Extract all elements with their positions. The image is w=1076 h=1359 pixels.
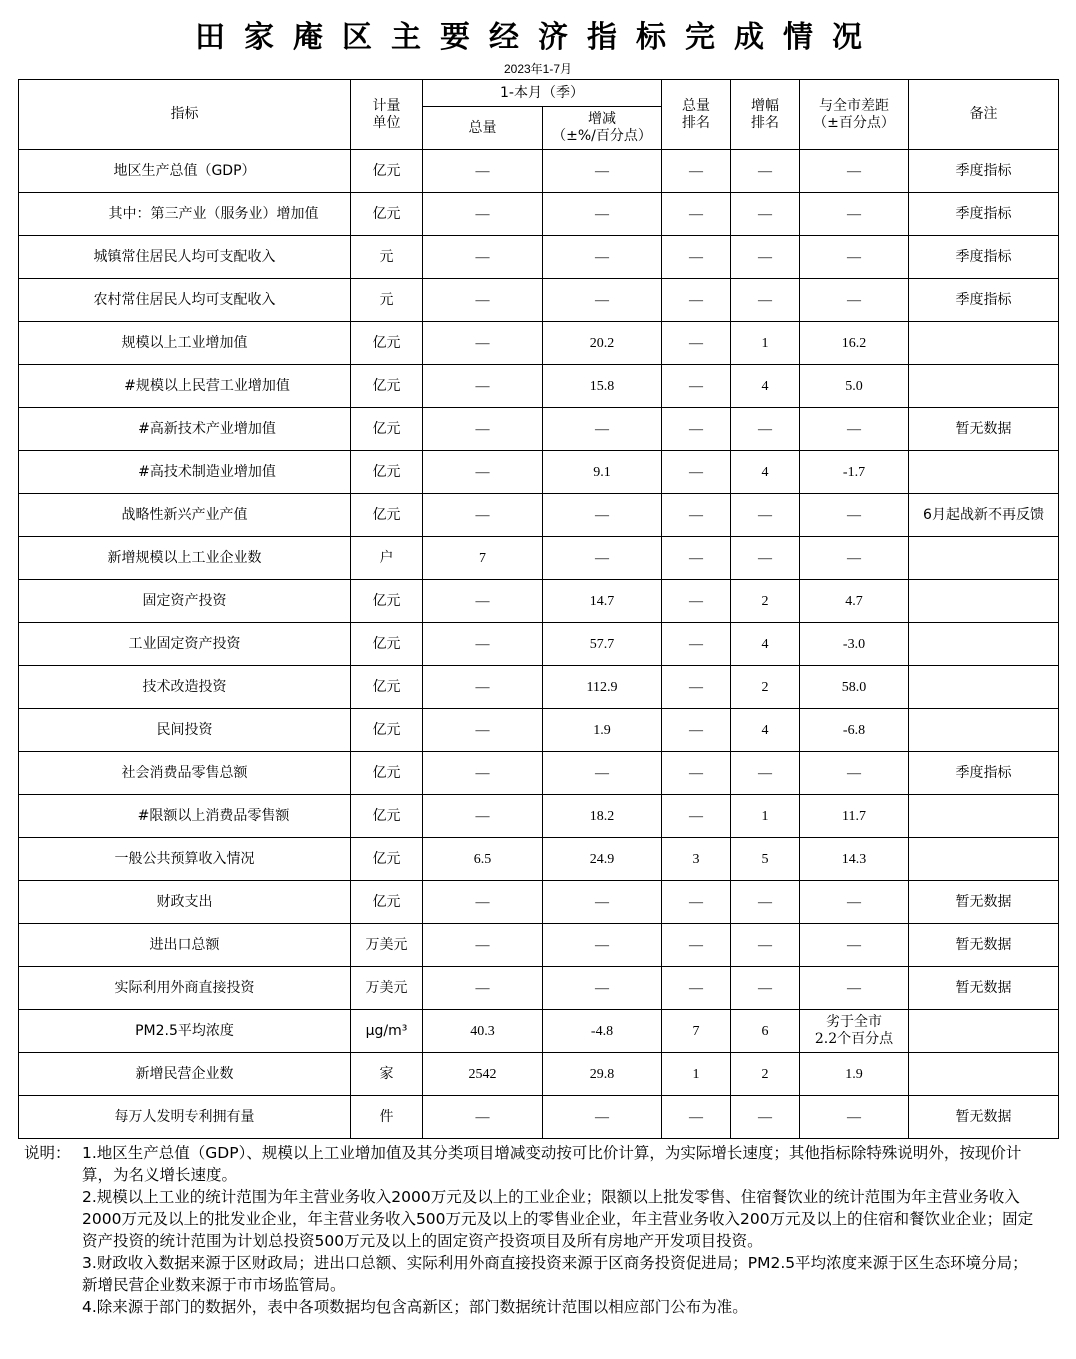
header-growth-rank-line1: 增幅 xyxy=(751,97,779,114)
growth-rank-cell: — xyxy=(731,236,800,279)
indicator-name: #限额以上消费品零售额 xyxy=(19,795,351,838)
total-rank-cell: — xyxy=(662,365,731,408)
remark-cell: 季度指标 xyxy=(909,193,1059,236)
table-row xyxy=(19,322,1059,365)
change-cell: 15.8 xyxy=(543,365,662,408)
table-row xyxy=(19,1010,1059,1053)
growth-rank-cell: 2 xyxy=(731,580,800,623)
change-cell: — xyxy=(543,752,662,795)
remark-cell xyxy=(909,1010,1059,1053)
unit-cell: 元 xyxy=(351,236,423,279)
growth-rank-cell: — xyxy=(731,150,800,193)
growth-rank-cell: — xyxy=(731,494,800,537)
total-cell: — xyxy=(423,967,543,1010)
gap-cell: — xyxy=(800,236,909,279)
change-cell: — xyxy=(543,408,662,451)
change-cell: 29.8 xyxy=(543,1053,662,1096)
growth-rank-cell: 4 xyxy=(731,709,800,752)
indicator-name: 一般公共预算收入情况 xyxy=(19,838,351,881)
header-change xyxy=(543,107,662,150)
total-rank-cell: — xyxy=(662,967,731,1010)
indicator-name: 新增民营企业数 xyxy=(19,1053,351,1096)
total-cell: — xyxy=(423,408,543,451)
remark-cell: 6月起战新不再反馈 xyxy=(909,494,1059,537)
remark-cell: 暂无数据 xyxy=(909,967,1059,1010)
report-title: 田家庵区主要经济指标完成情况 xyxy=(195,20,881,55)
growth-rank-cell: 4 xyxy=(731,623,800,666)
indicator-name: 财政支出 xyxy=(19,881,351,924)
total-rank-cell: — xyxy=(662,236,731,279)
header-remark: 备注 xyxy=(909,80,1059,150)
growth-rank-cell: 1 xyxy=(731,795,800,838)
unit-cell: 亿元 xyxy=(351,408,423,451)
total-cell: — xyxy=(423,752,543,795)
unit-cell: μg/m³ xyxy=(351,1010,423,1053)
indicator-name: 农村常住居民人均可支配收入 xyxy=(19,279,351,322)
table-row xyxy=(19,580,1059,623)
unit-cell: 亿元 xyxy=(351,494,423,537)
gap-cell: 4.7 xyxy=(800,580,909,623)
note-line xyxy=(24,1186,1034,1252)
growth-rank-cell: 2 xyxy=(731,666,800,709)
indicator-name: #规模以上民营工业增加值 xyxy=(19,365,351,408)
total-rank-cell: — xyxy=(662,752,731,795)
change-cell: — xyxy=(543,279,662,322)
table-row xyxy=(19,537,1059,580)
gap-cell: 16.2 xyxy=(800,322,909,365)
header-indicator: 指标 xyxy=(19,80,351,150)
change-cell: 24.9 xyxy=(543,838,662,881)
growth-rank-cell: — xyxy=(731,752,800,795)
gap-line2: 2.2个百分点 xyxy=(814,1031,894,1047)
total-cell: 2542 xyxy=(423,1053,543,1096)
total-rank-cell: — xyxy=(662,494,731,537)
unit-cell: 元 xyxy=(351,279,423,322)
gap-cell: — xyxy=(800,924,909,967)
table-row xyxy=(19,150,1059,193)
unit-cell: 亿元 xyxy=(351,451,423,494)
gap-cell: 1.9 xyxy=(800,1053,909,1096)
change-cell: — xyxy=(543,494,662,537)
change-cell: — xyxy=(543,150,662,193)
unit-cell: 亿元 xyxy=(351,150,423,193)
table-row xyxy=(19,1096,1059,1139)
total-cell: — xyxy=(423,623,543,666)
gap-cell: — xyxy=(800,967,909,1010)
gap-cell xyxy=(800,1010,909,1053)
change-cell: — xyxy=(543,881,662,924)
indicator-name: #高技术制造业增加值 xyxy=(19,451,351,494)
header-total-rank-line2: 排名 xyxy=(682,114,710,131)
notes-label: 说明： xyxy=(24,1144,71,1162)
header-total: 总量 xyxy=(423,107,543,150)
indicator-name: 社会消费品零售总额 xyxy=(19,752,351,795)
total-rank-cell: — xyxy=(662,322,731,365)
indicator-name: 工业固定资产投资 xyxy=(19,623,351,666)
total-rank-cell: 7 xyxy=(662,1010,731,1053)
table-row xyxy=(19,752,1059,795)
header-total-rank-line1: 总量 xyxy=(682,97,710,114)
remark-cell xyxy=(909,537,1059,580)
total-rank-cell: — xyxy=(662,150,731,193)
table-row xyxy=(19,236,1059,279)
table-row xyxy=(19,795,1059,838)
header-gap-line1: 与全市差距 xyxy=(819,97,889,114)
gap-cell: — xyxy=(800,150,909,193)
header-change-line1: 增减 xyxy=(588,111,616,127)
header-growth-rank-line2: 排名 xyxy=(751,114,779,131)
growth-rank-cell: — xyxy=(731,924,800,967)
growth-rank-cell: 4 xyxy=(731,365,800,408)
table-header xyxy=(19,80,1059,150)
table-row xyxy=(19,1053,1059,1096)
growth-rank-cell: — xyxy=(731,193,800,236)
total-rank-cell: — xyxy=(662,709,731,752)
table-row xyxy=(19,709,1059,752)
change-cell: — xyxy=(543,193,662,236)
growth-rank-cell: — xyxy=(731,881,800,924)
unit-cell: 家 xyxy=(351,1053,423,1096)
growth-rank-cell: 4 xyxy=(731,451,800,494)
note-line xyxy=(24,1296,1034,1318)
header-unit xyxy=(351,80,423,150)
change-cell: — xyxy=(543,967,662,1010)
gap-cell: — xyxy=(800,537,909,580)
remark-cell: 暂无数据 xyxy=(909,924,1059,967)
remark-cell: 季度指标 xyxy=(909,236,1059,279)
header-unit-line2: 单位 xyxy=(372,114,401,131)
gap-cell: — xyxy=(800,408,909,451)
total-cell: — xyxy=(423,193,543,236)
indicator-name: 地区生产总值（GDP） xyxy=(19,150,351,193)
unit-cell: 亿元 xyxy=(351,365,423,408)
total-rank-cell: — xyxy=(662,924,731,967)
total-rank-cell: 3 xyxy=(662,838,731,881)
total-cell: — xyxy=(423,795,543,838)
table-row xyxy=(19,494,1059,537)
indicator-name: 其中：第三产业（服务业）增加值 xyxy=(19,193,351,236)
change-cell: -4.8 xyxy=(543,1010,662,1053)
total-cell: — xyxy=(423,279,543,322)
unit-cell: 亿元 xyxy=(351,623,423,666)
table-row xyxy=(19,408,1059,451)
remark-cell xyxy=(909,666,1059,709)
change-cell: 14.7 xyxy=(543,580,662,623)
growth-rank-cell: — xyxy=(731,967,800,1010)
note-item: 3.财政收入数据来源于区财政局；进出口总额、实际利用外商直接投资来源于区商务投资促进局；PM2.5平均浓度来源于区生态环境分局；新增民营企业数来源于市市场监管局。 xyxy=(82,1254,1028,1294)
header-total-rank xyxy=(662,80,731,150)
table-row xyxy=(19,924,1059,967)
note-item: 4.除来源于部门的数据外，表中各项数据均包含高新区；部门数据统计范围以相应部门公布为准。 xyxy=(82,1298,748,1316)
total-cell: — xyxy=(423,924,543,967)
table-row xyxy=(19,193,1059,236)
total-rank-cell: — xyxy=(662,408,731,451)
remark-cell: 季度指标 xyxy=(909,150,1059,193)
indicator-name: 实际利用外商直接投资 xyxy=(19,967,351,1010)
unit-cell: 件 xyxy=(351,1096,423,1139)
unit-cell: 亿元 xyxy=(351,881,423,924)
remark-cell xyxy=(909,623,1059,666)
table-row xyxy=(19,838,1059,881)
growth-rank-cell: — xyxy=(731,1096,800,1139)
indicators-table xyxy=(18,79,1059,1139)
table-row xyxy=(19,666,1059,709)
table-row xyxy=(19,881,1059,924)
remark-cell: 暂无数据 xyxy=(909,881,1059,924)
total-rank-cell: — xyxy=(662,193,731,236)
header-gap xyxy=(800,80,909,150)
indicator-name: 战略性新兴产业产值 xyxy=(19,494,351,537)
gap-cell: -1.7 xyxy=(800,451,909,494)
remark-cell: 暂无数据 xyxy=(909,408,1059,451)
gap-cell: — xyxy=(800,881,909,924)
note-line xyxy=(24,1252,1034,1296)
table-row xyxy=(19,279,1059,322)
unit-cell: 亿元 xyxy=(351,580,423,623)
gap-cell: -6.8 xyxy=(800,709,909,752)
gap-line1: 劣于全市 xyxy=(826,1014,882,1030)
total-rank-cell: — xyxy=(662,279,731,322)
remark-cell: 季度指标 xyxy=(909,279,1059,322)
note-line xyxy=(24,1142,1034,1186)
unit-cell: 亿元 xyxy=(351,752,423,795)
total-cell: — xyxy=(423,150,543,193)
remark-cell: 季度指标 xyxy=(909,752,1059,795)
total-rank-cell: — xyxy=(662,623,731,666)
total-rank-cell: 1 xyxy=(662,1053,731,1096)
indicator-name: 每万人发明专利拥有量 xyxy=(19,1096,351,1139)
total-cell: — xyxy=(423,881,543,924)
indicator-name: 规模以上工业增加值 xyxy=(19,322,351,365)
total-cell: — xyxy=(423,1096,543,1139)
indicator-name: 城镇常住居民人均可支配收入 xyxy=(19,236,351,279)
growth-rank-cell: 5 xyxy=(731,838,800,881)
gap-cell: -3.0 xyxy=(800,623,909,666)
total-cell: 6.5 xyxy=(423,838,543,881)
unit-cell: 亿元 xyxy=(351,193,423,236)
header-growth-rank xyxy=(731,80,800,150)
change-cell: 18.2 xyxy=(543,795,662,838)
remark-cell xyxy=(909,365,1059,408)
header-period-group: 1-本月（季） xyxy=(423,80,662,107)
note-item: 1.地区生产总值（GDP）、规模以上工业增加值及其分类项目增减变动按可比价计算，为实际增长速度；其他指标除特殊说明外，按现价计算，为名义增长速度。 xyxy=(82,1144,1022,1184)
change-cell: 20.2 xyxy=(543,322,662,365)
unit-cell: 亿元 xyxy=(351,709,423,752)
total-cell: 7 xyxy=(423,537,543,580)
indicator-name: 新增规模以上工业企业数 xyxy=(19,537,351,580)
unit-cell: 亿元 xyxy=(351,795,423,838)
unit-cell: 万美元 xyxy=(351,924,423,967)
report-period: 2023年1-7月 xyxy=(503,62,573,76)
table-row xyxy=(19,623,1059,666)
unit-cell: 万美元 xyxy=(351,967,423,1010)
gap-cell: 58.0 xyxy=(800,666,909,709)
change-cell: 9.1 xyxy=(543,451,662,494)
indicator-name: #高新技术产业增加值 xyxy=(19,408,351,451)
unit-cell: 亿元 xyxy=(351,322,423,365)
growth-rank-cell: — xyxy=(731,408,800,451)
remark-cell xyxy=(909,709,1059,752)
remark-cell: 暂无数据 xyxy=(909,1096,1059,1139)
table-body xyxy=(19,150,1059,1139)
remark-cell xyxy=(909,322,1059,365)
indicator-name: 进出口总额 xyxy=(19,924,351,967)
growth-rank-cell: — xyxy=(731,537,800,580)
growth-rank-cell: 6 xyxy=(731,1010,800,1053)
total-rank-cell: — xyxy=(662,666,731,709)
total-rank-cell: — xyxy=(662,881,731,924)
total-rank-cell: — xyxy=(662,451,731,494)
total-rank-cell: — xyxy=(662,795,731,838)
gap-cell: — xyxy=(800,494,909,537)
indicator-name: 固定资产投资 xyxy=(19,580,351,623)
remark-cell xyxy=(909,451,1059,494)
total-cell: — xyxy=(423,709,543,752)
total-cell: — xyxy=(423,580,543,623)
total-cell: 40.3 xyxy=(423,1010,543,1053)
unit-cell: 亿元 xyxy=(351,666,423,709)
remark-cell xyxy=(909,838,1059,881)
total-rank-cell: — xyxy=(662,580,731,623)
total-cell: — xyxy=(423,322,543,365)
total-rank-cell: — xyxy=(662,1096,731,1139)
total-cell: — xyxy=(423,365,543,408)
total-cell: — xyxy=(423,236,543,279)
header-gap-line2: （±百分点） xyxy=(813,114,895,131)
total-rank-cell: — xyxy=(662,537,731,580)
table-row xyxy=(19,365,1059,408)
gap-cell: 5.0 xyxy=(800,365,909,408)
growth-rank-cell: 2 xyxy=(731,1053,800,1096)
change-cell: 1.9 xyxy=(543,709,662,752)
change-cell: — xyxy=(543,924,662,967)
indicator-name: 民间投资 xyxy=(19,709,351,752)
gap-cell: 14.3 xyxy=(800,838,909,881)
change-cell: — xyxy=(543,1096,662,1139)
header-change-line2: （±%/百分点） xyxy=(552,128,652,144)
growth-rank-cell: 1 xyxy=(731,322,800,365)
growth-rank-cell: — xyxy=(731,279,800,322)
remark-cell xyxy=(909,795,1059,838)
unit-cell: 亿元 xyxy=(351,838,423,881)
total-cell: — xyxy=(423,666,543,709)
gap-cell: — xyxy=(800,279,909,322)
gap-cell: 11.7 xyxy=(800,795,909,838)
note-item: 2.规模以上工业的统计范围为年主营业务收入2000万元及以上的工业企业；限额以上批发零售、住宿餐饮业的统计范围为年主营业务收入2000万元及以上的批发业企业，年主营业务收入500万元及以上的零售业企业，年主营业务收入200万元及以上的住宿和餐饮业企业；固定资产投资的统计范围为计划总投资500万元及以上的固定资产投资项目及所有房地产开发项目投资。 xyxy=(82,1188,1034,1250)
table-row xyxy=(19,967,1059,1010)
remark-cell xyxy=(909,580,1059,623)
gap-cell: — xyxy=(800,752,909,795)
total-cell: — xyxy=(423,451,543,494)
gap-cell: — xyxy=(800,193,909,236)
gap-cell: — xyxy=(800,1096,909,1139)
unit-cell: 户 xyxy=(351,537,423,580)
table-row xyxy=(19,451,1059,494)
notes-section xyxy=(24,1142,1034,1318)
total-cell: — xyxy=(423,494,543,537)
change-cell: — xyxy=(543,537,662,580)
indicator-name: PM2.5平均浓度 xyxy=(19,1010,351,1053)
change-cell: 57.7 xyxy=(543,623,662,666)
indicator-name: 技术改造投资 xyxy=(19,666,351,709)
change-cell: — xyxy=(543,236,662,279)
remark-cell xyxy=(909,1053,1059,1096)
change-cell: 112.9 xyxy=(543,666,662,709)
header-unit-line1: 计量 xyxy=(372,97,401,114)
